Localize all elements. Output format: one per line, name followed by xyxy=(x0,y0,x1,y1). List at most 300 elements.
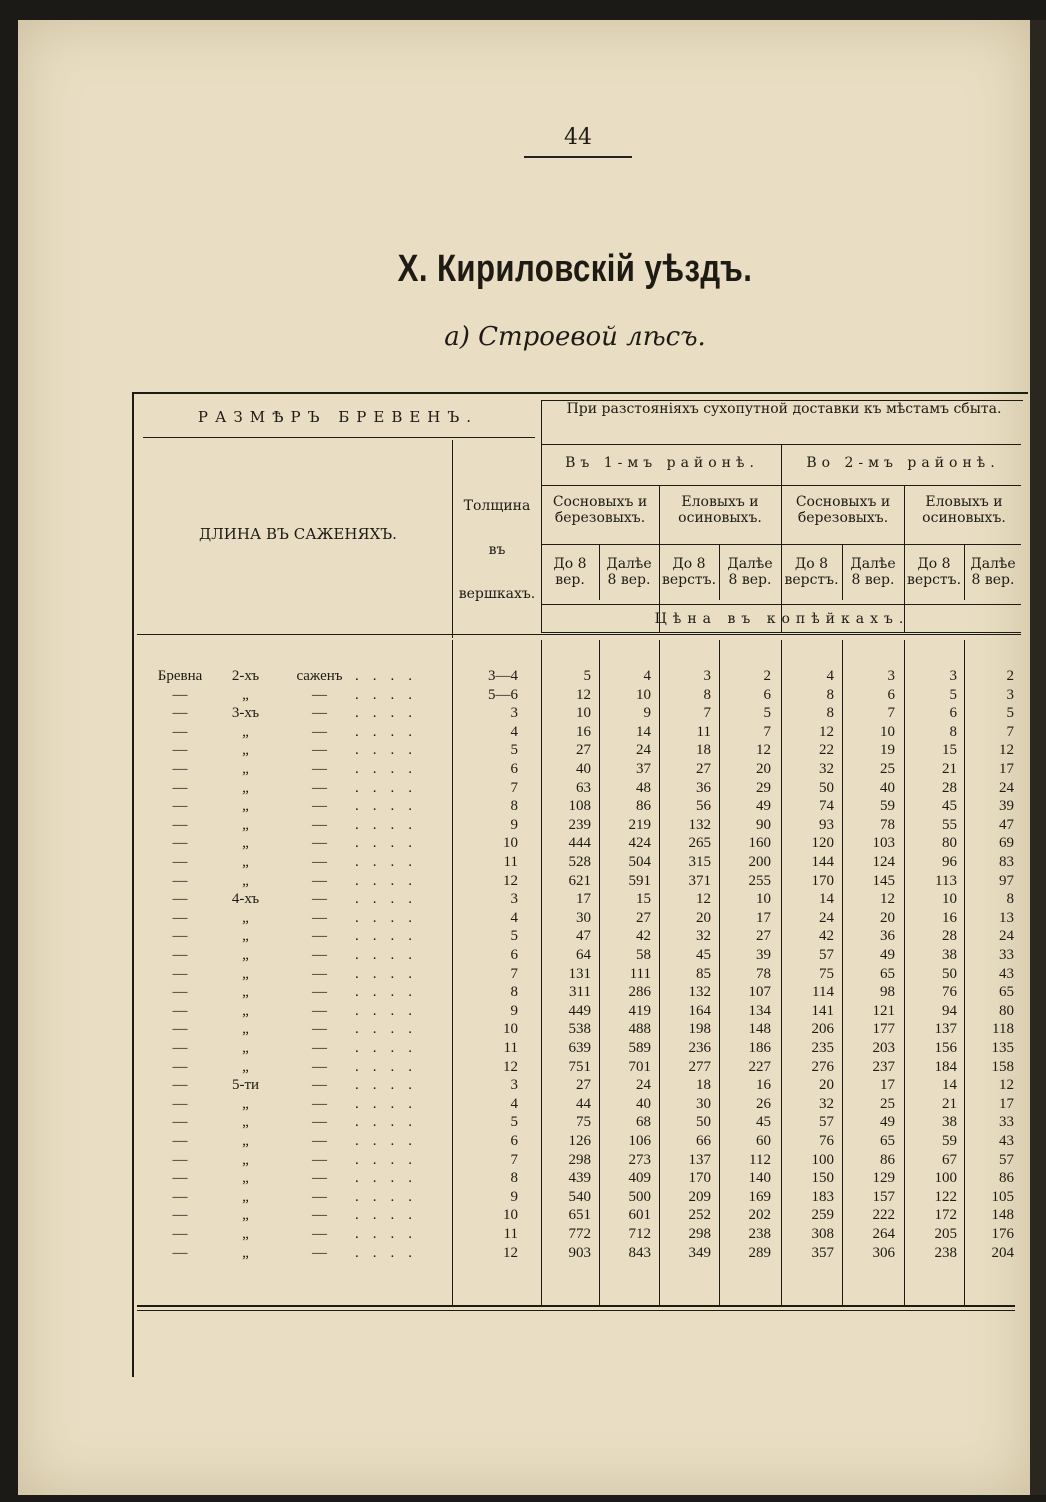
price-cell: 170 xyxy=(688,1170,711,1186)
sub-divider-1 xyxy=(599,544,600,600)
price-cell: 135 xyxy=(991,1040,1014,1056)
row-kind: — xyxy=(172,798,188,814)
price-cell: 114 xyxy=(812,984,834,1000)
price-cell: 639 xyxy=(568,1040,591,1056)
price-cell: 58 xyxy=(636,947,651,963)
distance-divider xyxy=(541,400,542,632)
price-cell: 38 xyxy=(942,947,957,963)
price-cell: 111 xyxy=(629,966,651,982)
price-cell: 273 xyxy=(628,1152,651,1168)
price-cell: 57 xyxy=(819,947,834,963)
row-kind: — xyxy=(172,891,188,907)
row-kind: — xyxy=(172,817,188,833)
price-cell: 357 xyxy=(811,1245,834,1261)
price-cell: 55 xyxy=(942,817,957,833)
price-cell: 286 xyxy=(628,984,651,1000)
row-unit: — xyxy=(312,1189,327,1205)
row-length: „ xyxy=(242,798,249,814)
row-thickness: 5—6 xyxy=(488,687,518,703)
sub-header-2: Далѣе 8 вер. xyxy=(606,556,652,588)
price-cell: 409 xyxy=(628,1170,651,1186)
price-cell: 113 xyxy=(935,873,957,889)
price-cell: 772 xyxy=(568,1226,591,1242)
row-kind: — xyxy=(172,947,188,963)
price-cell: 8 xyxy=(826,687,834,703)
sub-divider-2 xyxy=(719,544,720,600)
price-cell: 449 xyxy=(568,1003,591,1019)
price-cell: 8 xyxy=(1006,891,1014,907)
price-cell: 145 xyxy=(872,873,895,889)
row-unit: — xyxy=(312,984,327,1000)
price-cell: 24 xyxy=(999,780,1014,796)
row-length: „ xyxy=(242,1245,249,1261)
row-kind: — xyxy=(172,1170,188,1186)
row-length: „ xyxy=(242,1040,249,1056)
price-cell: 17 xyxy=(576,891,591,907)
leader-dots: .... xyxy=(355,1040,426,1056)
price-cell: 17 xyxy=(999,761,1014,777)
price-cell: 28 xyxy=(942,928,957,944)
row-unit: — xyxy=(312,761,327,777)
price-cell: 265 xyxy=(688,835,711,851)
price-cell: 238 xyxy=(748,1226,771,1242)
price-cell: 5 xyxy=(583,668,591,684)
row-length: „ xyxy=(242,1096,249,1112)
price-cell: 255 xyxy=(748,873,771,889)
price-cell: 42 xyxy=(819,928,834,944)
price-cell: 601 xyxy=(628,1207,651,1223)
leader-dots: .... xyxy=(355,1170,426,1186)
size-header: РАЗМѢРЪ БРЕВЕНЪ. xyxy=(197,408,479,426)
row-length: „ xyxy=(242,984,249,1000)
row-thickness: 8 xyxy=(510,1170,518,1186)
price-cell: 903 xyxy=(568,1245,591,1261)
price-cell: 75 xyxy=(576,1114,591,1130)
sub-divider-3 xyxy=(842,544,843,600)
price-cell: 64 xyxy=(576,947,591,963)
row-thickness: 4 xyxy=(510,1096,518,1112)
row-thickness: 5 xyxy=(510,742,518,758)
row-thickness: 12 xyxy=(503,1245,518,1261)
row-length: „ xyxy=(242,817,249,833)
price-cell: 49 xyxy=(756,798,771,814)
sub-header-1: До 8 вер. xyxy=(553,556,587,588)
price-cell: 80 xyxy=(942,835,957,851)
leader-dots: .... xyxy=(355,1207,426,1223)
row-unit: — xyxy=(312,1152,327,1168)
sub-header-5: До 8 верстъ. xyxy=(784,556,839,588)
price-cell: 227 xyxy=(748,1059,771,1075)
price-cell: 21 xyxy=(942,1096,957,1112)
price-cell: 158 xyxy=(991,1059,1014,1075)
price-cell: 137 xyxy=(934,1021,957,1037)
price-cell: 32 xyxy=(819,1096,834,1112)
price-cell: 118 xyxy=(992,1021,1014,1037)
price-cell: 298 xyxy=(688,1226,711,1242)
price-cell: 14 xyxy=(819,891,834,907)
leader-dots: .... xyxy=(355,854,426,870)
price-cell: 78 xyxy=(880,817,895,833)
price-cell: 43 xyxy=(999,966,1014,982)
price-cell: 12 xyxy=(999,1077,1014,1093)
row-unit: — xyxy=(312,1226,327,1242)
row-length: „ xyxy=(242,1226,249,1242)
price-cell: 74 xyxy=(819,798,834,814)
row-length: „ xyxy=(242,1114,249,1130)
body-col-3 xyxy=(659,640,660,1305)
row-unit: — xyxy=(312,817,327,833)
price-cell: 10 xyxy=(756,891,771,907)
price-cell: 156 xyxy=(934,1040,957,1056)
sub-header-7: До 8 верстъ. xyxy=(906,556,962,588)
row-thickness: 3 xyxy=(510,1077,518,1093)
price-cell: 86 xyxy=(636,798,651,814)
price-cell: 205 xyxy=(934,1226,957,1242)
price-cell: 50 xyxy=(696,1114,711,1130)
row-length: 5-ти xyxy=(231,1077,260,1093)
wood-rule xyxy=(541,485,1021,486)
body-col-5 xyxy=(781,640,782,1305)
price-cell: 134 xyxy=(748,1003,771,1019)
row-kind: — xyxy=(172,1189,188,1205)
price-cell: 27 xyxy=(756,928,771,944)
row-length: „ xyxy=(242,966,249,982)
row-length: „ xyxy=(242,1152,249,1168)
price-cell: 83 xyxy=(999,854,1014,870)
price-cell: 50 xyxy=(942,966,957,982)
row-thickness: 9 xyxy=(510,817,518,833)
price-cell: 27 xyxy=(636,910,651,926)
price-cell: 3 xyxy=(949,668,957,684)
price-cell: 27 xyxy=(576,742,591,758)
row-kind: — xyxy=(172,966,188,982)
leader-dots: .... xyxy=(355,761,426,777)
row-unit: — xyxy=(312,1003,327,1019)
row-length: „ xyxy=(242,910,249,926)
price-cell: 66 xyxy=(696,1133,711,1149)
leader-dots: .... xyxy=(355,1152,426,1168)
price-cell: 97 xyxy=(999,873,1014,889)
price-cell: 540 xyxy=(568,1189,591,1205)
row-unit: — xyxy=(312,1096,327,1112)
price-cell: 235 xyxy=(811,1040,834,1056)
price-cell: 13 xyxy=(999,910,1014,926)
row-length: „ xyxy=(242,928,249,944)
price-cell: 6 xyxy=(887,687,895,703)
price-cell: 40 xyxy=(576,761,591,777)
price-cell: 129 xyxy=(872,1170,895,1186)
price-cell: 712 xyxy=(628,1226,651,1242)
price-cell: 202 xyxy=(748,1207,771,1223)
price-cell: 27 xyxy=(696,761,711,777)
price-cell: 12 xyxy=(756,742,771,758)
price-cell: 100 xyxy=(934,1170,957,1186)
price-cell: 20 xyxy=(696,910,711,926)
price-cell: 75 xyxy=(819,966,834,982)
leader-dots: .... xyxy=(355,742,426,758)
price-cell: 236 xyxy=(688,1040,711,1056)
row-length: „ xyxy=(242,687,249,703)
price-cell: 170 xyxy=(811,873,834,889)
row-length: 2-хъ xyxy=(231,668,260,684)
row-kind: — xyxy=(172,928,188,944)
row-unit: — xyxy=(312,1170,327,1186)
price-cell: 22 xyxy=(819,742,834,758)
price-cell: 172 xyxy=(934,1207,957,1223)
row-kind: — xyxy=(172,854,188,870)
price-cell: 289 xyxy=(748,1245,771,1261)
leader-dots: .... xyxy=(355,835,426,851)
price-cell: 164 xyxy=(688,1003,711,1019)
row-unit: — xyxy=(312,724,327,740)
row-kind: — xyxy=(172,705,188,721)
district-2-header: Во 2-мъ районѣ. xyxy=(806,455,1000,471)
price-cell: 252 xyxy=(688,1207,711,1223)
price-cell: 177 xyxy=(872,1021,895,1037)
price-cell: 7 xyxy=(1006,724,1014,740)
price-cell: 504 xyxy=(628,854,651,870)
row-thickness: 4 xyxy=(510,910,518,926)
price-cell: 371 xyxy=(688,873,711,889)
row-kind: — xyxy=(172,1207,188,1223)
leader-dots: .... xyxy=(355,1226,426,1242)
price-cell: 424 xyxy=(628,835,651,851)
thickness-left-rule xyxy=(452,440,453,638)
price-cell: 57 xyxy=(999,1152,1014,1168)
price-cell: 259 xyxy=(811,1207,834,1223)
row-thickness: 8 xyxy=(510,984,518,1000)
row-unit: — xyxy=(312,1077,327,1093)
row-kind: — xyxy=(172,687,188,703)
price-cell: 18 xyxy=(696,742,711,758)
leader-dots: .... xyxy=(355,873,426,889)
row-length: 3-хъ xyxy=(231,705,260,721)
body-col-2 xyxy=(599,640,600,1305)
spruce-2-header: Еловыхъ и осиновыхъ. xyxy=(922,494,1006,526)
row-unit: саженъ xyxy=(296,668,343,684)
price-cell: 183 xyxy=(811,1189,834,1205)
price-cell: 701 xyxy=(628,1059,651,1075)
leader-dots: .... xyxy=(355,891,426,907)
spruce-1-header: Еловыхъ и осиновыхъ. xyxy=(678,494,762,526)
row-kind: — xyxy=(172,984,188,1000)
price-cell: 44 xyxy=(576,1096,591,1112)
page-subtitle: a) Строевой лѣсъ. xyxy=(444,322,706,352)
page-number: 44 xyxy=(564,125,592,150)
price-cell: 144 xyxy=(811,854,834,870)
price-cell: 126 xyxy=(568,1133,591,1149)
row-kind: — xyxy=(172,1003,188,1019)
leader-dots: .... xyxy=(355,910,426,926)
price-cell: 160 xyxy=(748,835,771,851)
leader-dots: .... xyxy=(355,1077,426,1093)
price-cell: 176 xyxy=(991,1226,1014,1242)
price-cell: 59 xyxy=(880,798,895,814)
row-unit: — xyxy=(312,966,327,982)
table-left-rule xyxy=(132,392,134,1377)
row-unit: — xyxy=(312,928,327,944)
price-cell: 26 xyxy=(756,1096,771,1112)
price-cell: 105 xyxy=(991,1189,1014,1205)
row-length: „ xyxy=(242,947,249,963)
price-cell: 222 xyxy=(872,1207,895,1223)
row-length: „ xyxy=(242,1189,249,1205)
row-unit: — xyxy=(312,873,327,889)
price-cell: 57 xyxy=(819,1114,834,1130)
row-kind: — xyxy=(172,724,188,740)
length-header: ДЛИНА ВЪ САЖЕНЯХЪ. xyxy=(199,525,397,543)
price-cell: 8 xyxy=(826,705,834,721)
price-cell: 621 xyxy=(568,873,591,889)
row-kind: — xyxy=(172,1133,188,1149)
price-cell: 78 xyxy=(756,966,771,982)
distance-header: При разстояніяхъ сухопутной доставки къ мѣстамъ сбыта. xyxy=(566,401,1002,417)
price-cell: 100 xyxy=(811,1152,834,1168)
price-cell: 131 xyxy=(568,966,591,982)
row-thickness: 9 xyxy=(510,1189,518,1205)
price-cell: 5 xyxy=(1006,705,1014,721)
price-cell: 24 xyxy=(636,1077,651,1093)
price-cell: 15 xyxy=(636,891,651,907)
body-col-6 xyxy=(842,640,843,1305)
price-cell: 40 xyxy=(636,1096,651,1112)
row-unit: — xyxy=(312,780,327,796)
row-length: „ xyxy=(242,1170,249,1186)
price-cell: 148 xyxy=(991,1207,1014,1223)
row-thickness: 7 xyxy=(510,780,518,796)
row-kind: — xyxy=(172,1245,188,1261)
price-cell: 63 xyxy=(576,780,591,796)
price-cell: 86 xyxy=(880,1152,895,1168)
price-cell: 37 xyxy=(636,761,651,777)
price-cell: 98 xyxy=(880,984,895,1000)
leader-dots: .... xyxy=(355,966,426,982)
row-length: „ xyxy=(242,1003,249,1019)
price-cell: 444 xyxy=(568,835,591,851)
price-cell: 60 xyxy=(756,1133,771,1149)
row-thickness: 3 xyxy=(510,891,518,907)
price-cell: 3 xyxy=(887,668,895,684)
book-edge xyxy=(1030,20,1046,1495)
leader-dots: .... xyxy=(355,1096,426,1112)
row-unit: — xyxy=(312,1133,327,1149)
price-cell: 120 xyxy=(811,835,834,851)
price-cell: 589 xyxy=(628,1040,651,1056)
price-cell: 65 xyxy=(880,966,895,982)
row-length: „ xyxy=(242,1207,249,1223)
price-cell: 16 xyxy=(756,1077,771,1093)
price-cell: 140 xyxy=(748,1170,771,1186)
row-thickness: 4 xyxy=(510,724,518,740)
leader-dots: .... xyxy=(355,798,426,814)
price-cell: 439 xyxy=(568,1170,591,1186)
price-cell: 9 xyxy=(643,705,651,721)
price-cell: 38 xyxy=(942,1114,957,1130)
price-cell: 21 xyxy=(942,761,957,777)
row-thickness: 9 xyxy=(510,1003,518,1019)
price-cell: 15 xyxy=(942,742,957,758)
row-thickness: 5 xyxy=(510,928,518,944)
row-thickness: 12 xyxy=(503,873,518,889)
price-cell: 32 xyxy=(819,761,834,777)
price-cell: 17 xyxy=(999,1096,1014,1112)
price-cell: 203 xyxy=(872,1040,895,1056)
row-thickness: 5 xyxy=(510,1114,518,1130)
price-cell: 67 xyxy=(942,1152,957,1168)
row-unit: — xyxy=(312,1040,327,1056)
wood-divider-1 xyxy=(659,485,660,632)
row-length: „ xyxy=(242,835,249,851)
price-cell: 43 xyxy=(999,1133,1014,1149)
row-unit: — xyxy=(312,1245,327,1261)
price-cell: 124 xyxy=(872,854,895,870)
price-cell: 69 xyxy=(999,835,1014,851)
row-unit: — xyxy=(312,1114,327,1130)
price-cell: 6 xyxy=(949,705,957,721)
row-thickness: 10 xyxy=(503,1021,518,1037)
body-col-7 xyxy=(904,640,905,1305)
row-unit: — xyxy=(312,1059,327,1075)
row-thickness: 7 xyxy=(510,1152,518,1168)
price-cell: 8 xyxy=(949,724,957,740)
price-cell: 751 xyxy=(568,1059,591,1075)
page-title: X. Кириловскій уѣздъ. xyxy=(397,248,753,290)
price-cell: 65 xyxy=(999,984,1014,1000)
price-cell: 106 xyxy=(628,1133,651,1149)
row-length: „ xyxy=(242,873,249,889)
leader-dots: .... xyxy=(355,984,426,1000)
price-cell: 12 xyxy=(696,891,711,907)
row-kind: — xyxy=(172,1114,188,1130)
price-cell: 11 xyxy=(696,724,711,740)
row-kind: — xyxy=(172,835,188,851)
leader-dots: .... xyxy=(355,687,426,703)
row-kind: — xyxy=(172,1077,188,1093)
price-cell: 169 xyxy=(748,1189,771,1205)
body-col-4 xyxy=(719,640,720,1305)
price-cell: 198 xyxy=(688,1021,711,1037)
row-unit: — xyxy=(312,705,327,721)
price-cell: 2 xyxy=(1006,668,1014,684)
price-cell: 93 xyxy=(819,817,834,833)
price-cell: 7 xyxy=(703,705,711,721)
price-cell: 651 xyxy=(568,1207,591,1223)
sub-header-4: Далѣе 8 вер. xyxy=(727,556,773,588)
price-cell: 122 xyxy=(934,1189,957,1205)
price-cell: 24 xyxy=(819,910,834,926)
sub-header-3: До 8 верстъ. xyxy=(661,556,717,588)
price-cell: 16 xyxy=(576,724,591,740)
row-unit: — xyxy=(312,1021,327,1037)
price-cell: 349 xyxy=(688,1245,711,1261)
price-cell: 157 xyxy=(872,1189,895,1205)
row-length: „ xyxy=(242,1021,249,1037)
price-cell: 238 xyxy=(934,1245,957,1261)
price-cell: 19 xyxy=(880,742,895,758)
leader-dots: .... xyxy=(355,1059,426,1075)
price-cell: 36 xyxy=(696,780,711,796)
price-cell: 10 xyxy=(942,891,957,907)
row-unit: — xyxy=(312,742,327,758)
header-bottom-rule xyxy=(137,634,1021,635)
leader-dots: .... xyxy=(355,928,426,944)
price-cell: 12 xyxy=(819,724,834,740)
table-bottom-rule-2 xyxy=(137,1310,1015,1311)
row-unit: — xyxy=(312,835,327,851)
row-length: „ xyxy=(242,1059,249,1075)
price-cell: 29 xyxy=(756,780,771,796)
price-cell: 49 xyxy=(880,1114,895,1130)
